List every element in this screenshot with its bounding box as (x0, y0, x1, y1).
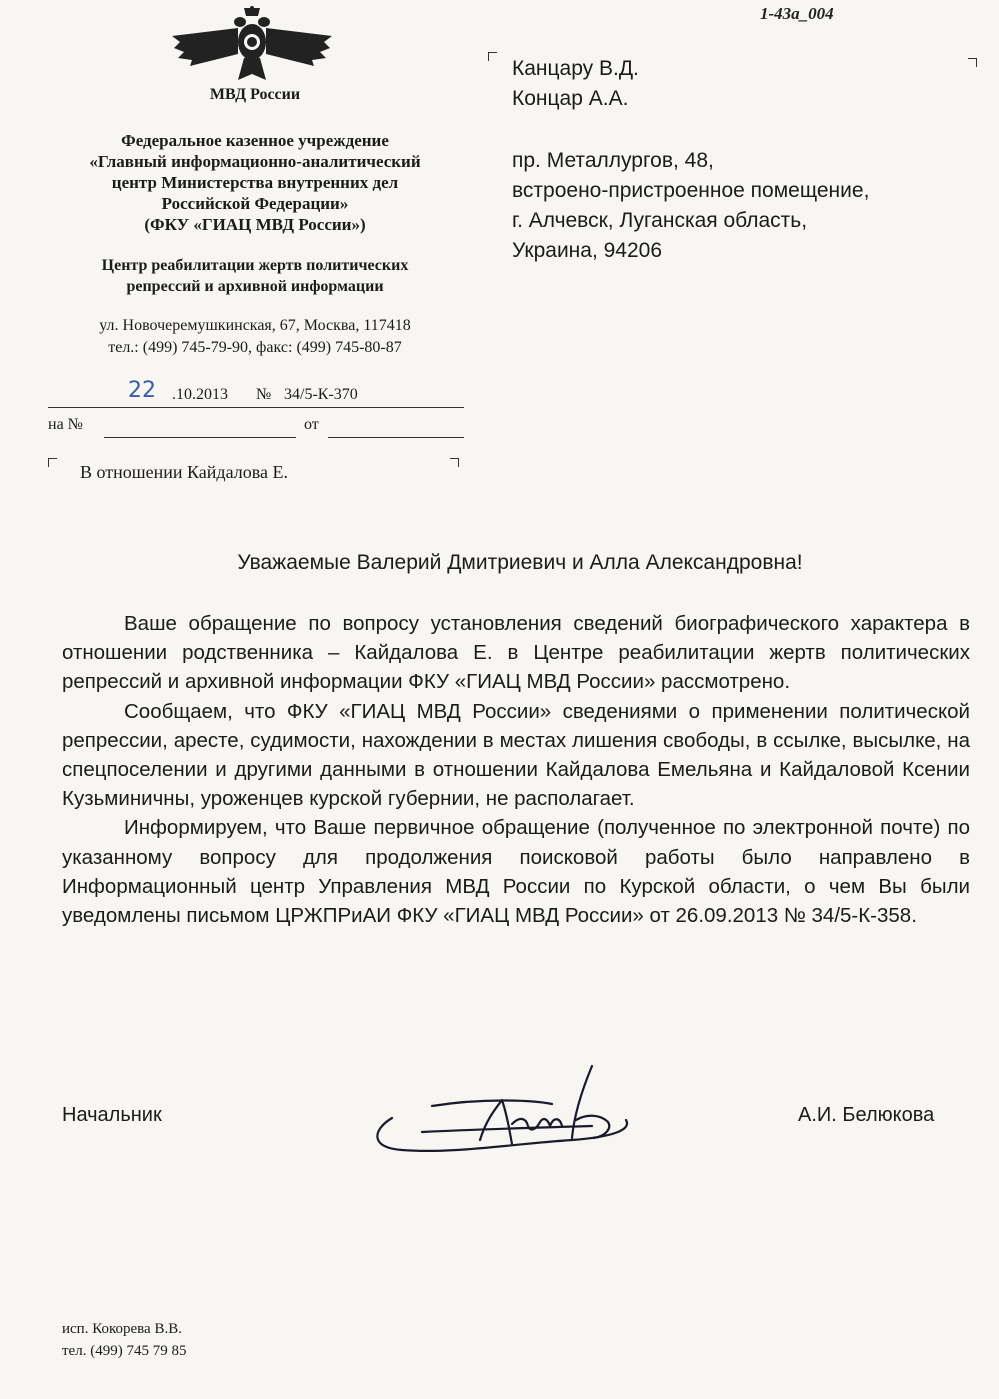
organization-name (40, 130, 470, 235)
org-line: центр Министерства внутренних дел (111, 173, 399, 192)
subject-line: В отношении Кайдалова Е. (80, 462, 288, 482)
recipient-address-line: Украина, 94206 (512, 239, 663, 262)
recipient-block (512, 54, 869, 266)
executor-block (62, 1318, 186, 1362)
ministry-name: МВД России (209, 86, 301, 103)
recipient-name: Концар А.А. (512, 87, 629, 110)
org-line: «Главный информационно-аналитический (89, 152, 421, 171)
executor-phone: тел. (499) 745 79 85 (62, 1343, 187, 1359)
center-line: репрессий и архивной информации (126, 278, 384, 295)
recipient-address-line: встроено-пристроенное помещение, (512, 179, 870, 202)
letter-body (62, 609, 970, 930)
org-line: Российской Федерации» (161, 194, 349, 213)
reference-number-sign: № (256, 386, 272, 403)
handwritten-signature-icon (362, 1060, 662, 1170)
reference-date: .10.2013 (172, 386, 228, 403)
from-label: от (304, 416, 319, 433)
reference-day-handwritten: 22 (128, 378, 156, 403)
salutation: Уважаемые Валерий Дмитриевич и Алла Александровна! (237, 551, 803, 574)
corner-mark (450, 458, 459, 467)
signatory-title: Начальник (62, 1104, 162, 1126)
signatory-name: А.И. Белюкова (798, 1104, 935, 1126)
recipient-address-line: пр. Металлургов, 48, (512, 149, 714, 172)
reply-to-label: на № (48, 416, 83, 433)
letterhead (40, 86, 470, 359)
recipient-name: Канцару В.Д. (512, 57, 639, 80)
document-id: 1-43a_004 (760, 4, 834, 23)
reference-number: 34/5-К-370 (284, 386, 358, 403)
body-paragraph: Ваше обращение по вопросу установления сведений биографического характера в отношении родственника – Кайдалова Е. в Центре реабилитации жертв политических репрессий и архивной информации ФКУ «ГИАЦ МВД России» рассмотрено. (62, 612, 970, 694)
org-contacts (40, 315, 470, 359)
org-phone: тел.: (499) 745-79-90, факс: (499) 745-80-87 (108, 339, 402, 356)
recipient-address-line: г. Алчевск, Луганская область, (512, 209, 808, 232)
corner-mark (48, 458, 57, 467)
outgoing-reference (48, 378, 464, 410)
executor-name: исп. Кокорева В.В. (62, 1321, 182, 1337)
corner-mark (968, 58, 977, 67)
incoming-reference (48, 414, 464, 440)
body-paragraph: Информируем, что Ваше первичное обращение (полученное по электронной почте) по указанному вопросу для продолжения поисковой работы было направлено в Информационный центр Управления МВД России по Курской области, о чем Вы были уведомлены письмом ЦРЖПРиАИ ФКУ «ГИАЦ МВД России» от 26.09.2013 № 34/5-К-358. (62, 816, 970, 928)
org-line: (ФКУ «ГИАЦ МВД России») (144, 215, 366, 234)
corner-mark (488, 52, 497, 61)
center-line: Центр реабилитации жертв политических (101, 257, 409, 274)
body-paragraph: Сообщаем, что ФКУ «ГИАЦ МВД России» сведениями о применении политической репрессии, аресте, судимости, нахождении в местах лишения свободы, в ссылке, высылке, на спецпоселении и другими данными в отношении Кайдалова Емельяна и Кайдаловой Ксении Кузьминичны, уроженцев курской губернии, не располагает. (62, 699, 970, 811)
double-headed-eagle-emblem-icon (168, 6, 336, 86)
org-line: Федеральное казенное учреждение (121, 131, 389, 150)
org-address: ул. Новочеремушкинская, 67, Москва, 117418 (99, 317, 411, 334)
center-name (40, 255, 470, 297)
